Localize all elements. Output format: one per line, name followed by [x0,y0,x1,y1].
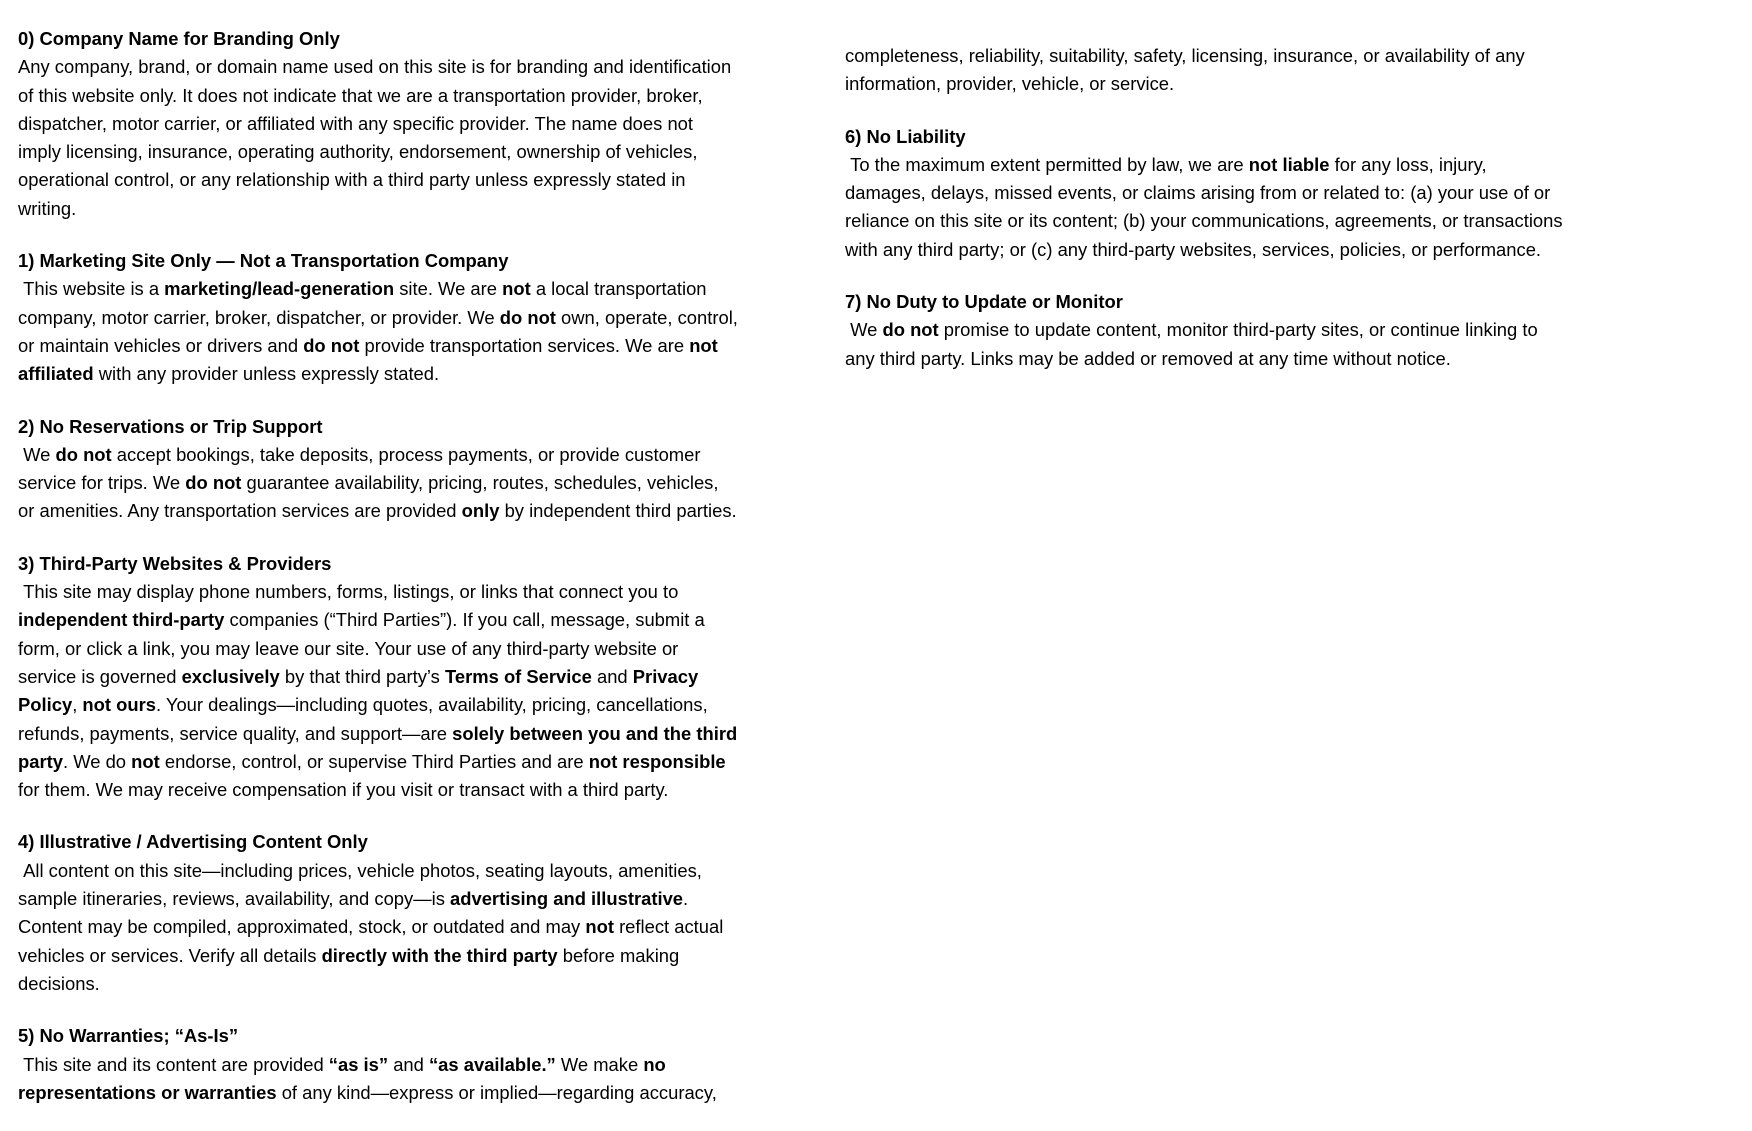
section-body [18,581,742,800]
column-left [18,25,744,1131]
body-text: and [591,665,633,687]
bold-text: not [502,278,531,300]
body-text: with any provider unless expressly stated. [93,363,440,385]
section-heading: 1) Marketing Site Only — Not a Transportation Company [18,250,509,272]
section-body [18,860,728,994]
bold-text: no representations or warranties [18,1053,671,1103]
bold-text: Terms of Service [445,665,592,687]
bold-text: not ours [82,694,156,716]
body-text: This site and its content are provided [18,1053,329,1075]
section [845,123,1568,264]
body-text: site. We are [394,278,503,300]
bold-text: solely between you and the third party [18,722,743,772]
bold-text: Privacy Policy [18,665,704,716]
bold-text: “as available.” [428,1053,556,1075]
body-text: We make [555,1053,644,1075]
bold-text: independent third-party [18,609,225,631]
body-text: by that third party’s [279,665,445,687]
bold-text: directly with the third party [321,944,558,966]
body-text: accept bookings, take deposits, process payments, or provide customer service for trips. We [18,443,706,494]
bold-text: not [585,916,614,938]
body-text: . Your dealings—including quotes, availability, pricing, cancellations, refunds, payments, service quality, and support—are [18,694,713,744]
section-body [18,56,736,218]
bold-text: not [131,750,160,772]
body-text: This website is a [18,278,165,300]
bold-text: “as is” [328,1053,389,1075]
bold-text: marketing/lead-generation [164,278,395,300]
body-text: guarantee availability, pricing, routes, schedules, vehicles, or amenities. Any transportation services are provided [18,472,724,522]
bold-text: exclusively [181,665,280,687]
section-heading: 6) No Liability [845,125,966,147]
bold-text: do not [882,319,939,341]
body-text: of any kind—express or implied—regarding accuracy, [276,1081,717,1103]
section-body [18,278,743,384]
section [18,25,738,223]
body-text: . Content may be compiled, approximated, stock, or outdated and may [18,888,694,938]
body-text: own, operate, control, or maintain vehicles or drivers and [18,306,744,356]
body-text: before making decisions. [18,944,685,994]
bold-text: not affiliated [18,334,723,385]
body-text: companies (“Third Parties”). If you call, message, submit a form, or click a link, you may leave our site. Your use of any third-party website or service is governed [18,609,710,687]
body-text: This site may display phone numbers, forms, listings, or links that connect you to [18,581,684,603]
section-body [18,1054,717,1103]
column-right [845,25,1568,397]
body-text: provide transportation services. We are [359,334,690,356]
body-text: by independent third parties. [499,500,737,522]
body-text: for them. We may receive compensation if you visit or transact with a third party. [18,750,731,801]
body-text: completeness, reliability, suitability, safety, licensing, insurance, or availability of any information, provider, vehicle, or service. [845,45,1530,95]
body-text: To the maximum extent permitted by law, we are [845,153,1249,175]
bold-text: do not [185,472,242,494]
section-heading: 3) Third-Party Websites & Providers [18,552,332,574]
body-text: a local transportation company, motor carrier, broker, dispatcher, or provider. We [18,278,712,328]
body-text: We [845,319,883,341]
body-text: We [18,443,56,465]
bold-text: only [461,500,500,522]
section-heading: 2) No Reservations or Trip Support [18,415,323,437]
section [18,413,738,526]
section [845,288,1565,373]
section [18,550,743,805]
section-body [18,444,737,522]
body-text: All content on this site—including prices, vehicle photos, seating layouts, amenities, sample itineraries, reviews, availability, and copy—is [18,859,708,910]
bold-text: do not [499,306,556,328]
section-heading: 0) Company Name for Branding Only [18,28,340,49]
body-text: . We do [62,750,132,772]
body-text: Any company, brand, or domain name used on this site is for branding and identification of this website only. It does not indicate that we are a transportation provider, broker, dispatcher, motor carrier, or affiliated with any specific provider. The name does not imply licensing, insurance, operating authority, endorsement, ownership of vehicles, operational control, or any relationship with a third party unless expressly stated in writing. [18,56,737,219]
body-text: for any loss, injury, damages, delays, missed events, or claims arising from or related to: (a) your use of or reliance on this site or its content; (b) your communications, agreements, or transactions with any third party; or (c) any third-party websites, services, policies, or performance. [845,153,1568,260]
section [18,828,738,998]
bold-text: advertising and illustrative [450,888,684,910]
section-heading: 5) No Warranties; “As-Is” [18,1025,239,1047]
bold-text: do not [55,443,112,465]
body-text: reflect actual vehicles or services. Verify all details [18,916,729,966]
section-heading: 4) Illustrative / Advertising Content Only [18,831,368,853]
section-body [845,154,1568,260]
section [845,42,1565,99]
bold-text: not liable [1248,153,1330,175]
bold-text: do not [303,334,360,356]
section-body [845,319,1543,368]
section-body [845,45,1530,94]
section [18,247,744,388]
body-text: promise to update content, monitor third-party sites, or continue linking to any third party. Links may be added or removed at any time without notice. [845,319,1543,369]
bold-text: not responsible [588,750,726,772]
body-text: , [72,694,83,716]
section [18,1022,738,1107]
body-text: endorse, control, or supervise Third Parties and are [159,750,589,772]
body-text: and [388,1053,429,1075]
section-heading: 7) No Duty to Update or Monitor [845,291,1123,313]
